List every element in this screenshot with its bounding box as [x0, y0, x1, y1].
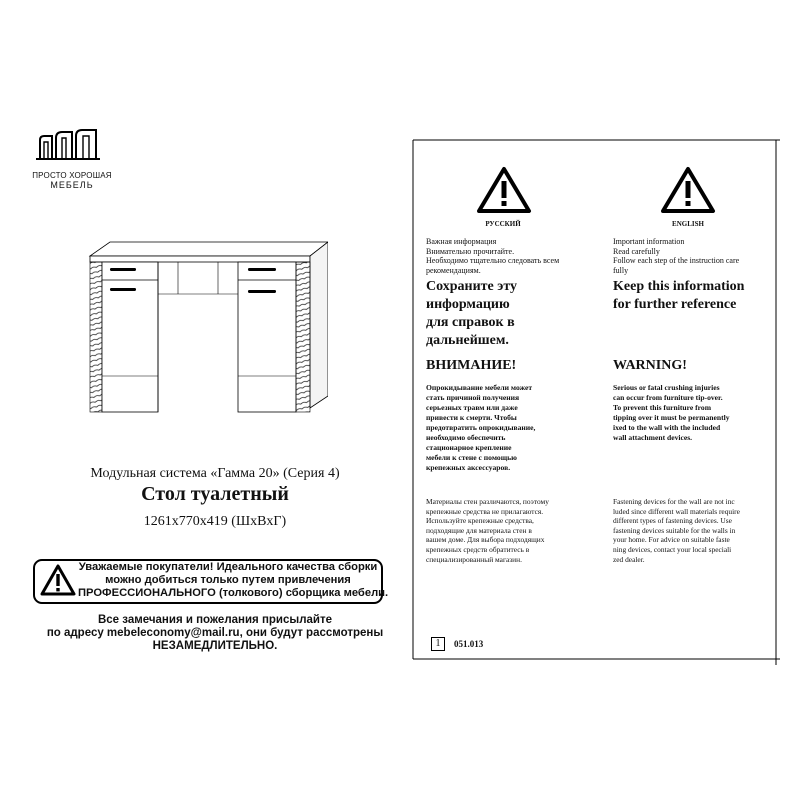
contact-info: [30, 614, 400, 653]
contact-line: Все замечания и пожелания присылайте: [97, 614, 333, 626]
keep-line: Keep this information: [613, 279, 745, 294]
note-line: Материалы стен различаются, поэтому: [426, 497, 549, 506]
product-title: Стол туалетный: [141, 483, 289, 505]
note-line: специализированный магазин.: [426, 554, 522, 564]
warning-line: необходимо обеспечить: [426, 433, 506, 442]
warning-line: Опрокидывание мебели может: [426, 383, 533, 392]
page-number: 1: [431, 637, 445, 651]
keep-info-english: [613, 278, 783, 314]
contact-line: по адресу mebeleconomy@mail.ru, они будут рассмотрены: [46, 627, 384, 639]
note-line: ning devices, contact your local speciali: [613, 544, 732, 554]
warning-text-english: [613, 383, 783, 443]
note-line: fastening devices suitable for the walls in: [613, 525, 736, 535]
note-line: вашем доме. Для выбора подходящих: [426, 535, 545, 545]
notice-line: можно добиться только путем привлечения: [105, 574, 351, 586]
language-label-russian: РУССКИЙ: [485, 220, 521, 228]
fastening-note-english: [613, 497, 783, 564]
notice-line: Уважаемые покупатели! Идеального качества сборки: [78, 561, 378, 573]
brand-name-line1: ПРОСТО ХОРОШАЯ: [32, 171, 112, 180]
notice-line: ПРОФЕССИОНАЛЬНОГО (толкового) сборщика мебели.: [78, 587, 389, 599]
info-line: Важная информация: [426, 237, 497, 246]
note-line: luded since different wall materials require: [613, 506, 740, 516]
info-line: Внимательно прочитайте.: [426, 246, 515, 256]
warning-line: ixed to the wall with the included: [613, 423, 721, 432]
info-line: Необходимо тщательно следовать всем: [426, 256, 560, 265]
brand-name-line2: МЕБЕЛЬ: [50, 180, 94, 190]
note-line: Fastening devices for the wall are not inc: [613, 497, 735, 506]
warning-line: привести к смерти. Чтобы: [426, 413, 517, 422]
keep-line: Сохраните эту: [426, 279, 518, 294]
warning-text-russian: [426, 383, 596, 473]
note-line: подходящие для материала стен в: [426, 525, 532, 535]
keep-line: информацию: [426, 297, 510, 312]
info-line: Follow each step of the instruction care: [613, 256, 740, 265]
note-line: крепежных средств обратитесь в: [426, 544, 530, 554]
note-line: zed dealer.: [613, 554, 645, 564]
note-line: different types of fastening devices. Use: [613, 516, 732, 526]
warning-line: стать причиной получения: [426, 393, 520, 402]
warning-line: tipping over it must be permanently: [613, 413, 730, 422]
important-info-english: [613, 237, 783, 275]
warning-line: To prevent this furniture from: [613, 403, 712, 412]
info-line: рекомендациям.: [426, 265, 481, 275]
document-code: 051.013: [454, 639, 484, 649]
note-line: Используйте крепежные средства,: [426, 516, 534, 526]
keep-line: for further reference: [613, 297, 737, 312]
note-line: your home. For advice on suitable faste: [613, 535, 730, 545]
info-line: fully: [613, 265, 629, 275]
keep-line: для справок в: [426, 315, 515, 330]
warning-line: крепежных аксессуаров.: [426, 463, 511, 472]
keep-line: дальнейшем.: [426, 333, 509, 348]
dressing-table-illustration: [88, 236, 328, 414]
important-info-russian: [426, 237, 596, 275]
warning-triangle-icon: [660, 165, 716, 215]
fastening-note-russian: [426, 497, 596, 564]
info-line: Important information: [613, 237, 685, 246]
info-line: Read carefully: [613, 246, 660, 256]
warning-line: предотвратить опрокидывание,: [426, 423, 536, 432]
contact-line: НЕЗАМЕДЛИТЕЛЬНО.: [152, 640, 278, 652]
product-dimensions: 1261x770x419 (ШxВxГ): [143, 514, 287, 529]
warning-line: can occur from furniture tip-over.: [613, 393, 723, 402]
assembly-notice-text: [78, 561, 389, 600]
keep-info-russian: [426, 278, 596, 350]
warning-triangle-icon: [476, 165, 532, 215]
warning-line: мебели к стене с помощью: [426, 453, 517, 462]
warning-heading-russian: ВНИМАНИЕ!: [426, 358, 517, 373]
warning-line: Serious or fatal crushing injuries: [613, 383, 720, 392]
warning-triangle-icon: [40, 563, 76, 597]
warning-line: серьезных травм или даже: [426, 403, 518, 412]
product-series: Модульная система «Гамма 20» (Серия 4): [90, 466, 340, 481]
warning-heading-english: WARNING!: [613, 358, 687, 373]
warning-line: wall attachment devices.: [613, 433, 693, 442]
language-label-english: ENGLISH: [672, 220, 704, 228]
note-line: крепежные средства не прилагаются.: [426, 506, 544, 516]
warning-line: стационарное крепление: [426, 443, 512, 452]
